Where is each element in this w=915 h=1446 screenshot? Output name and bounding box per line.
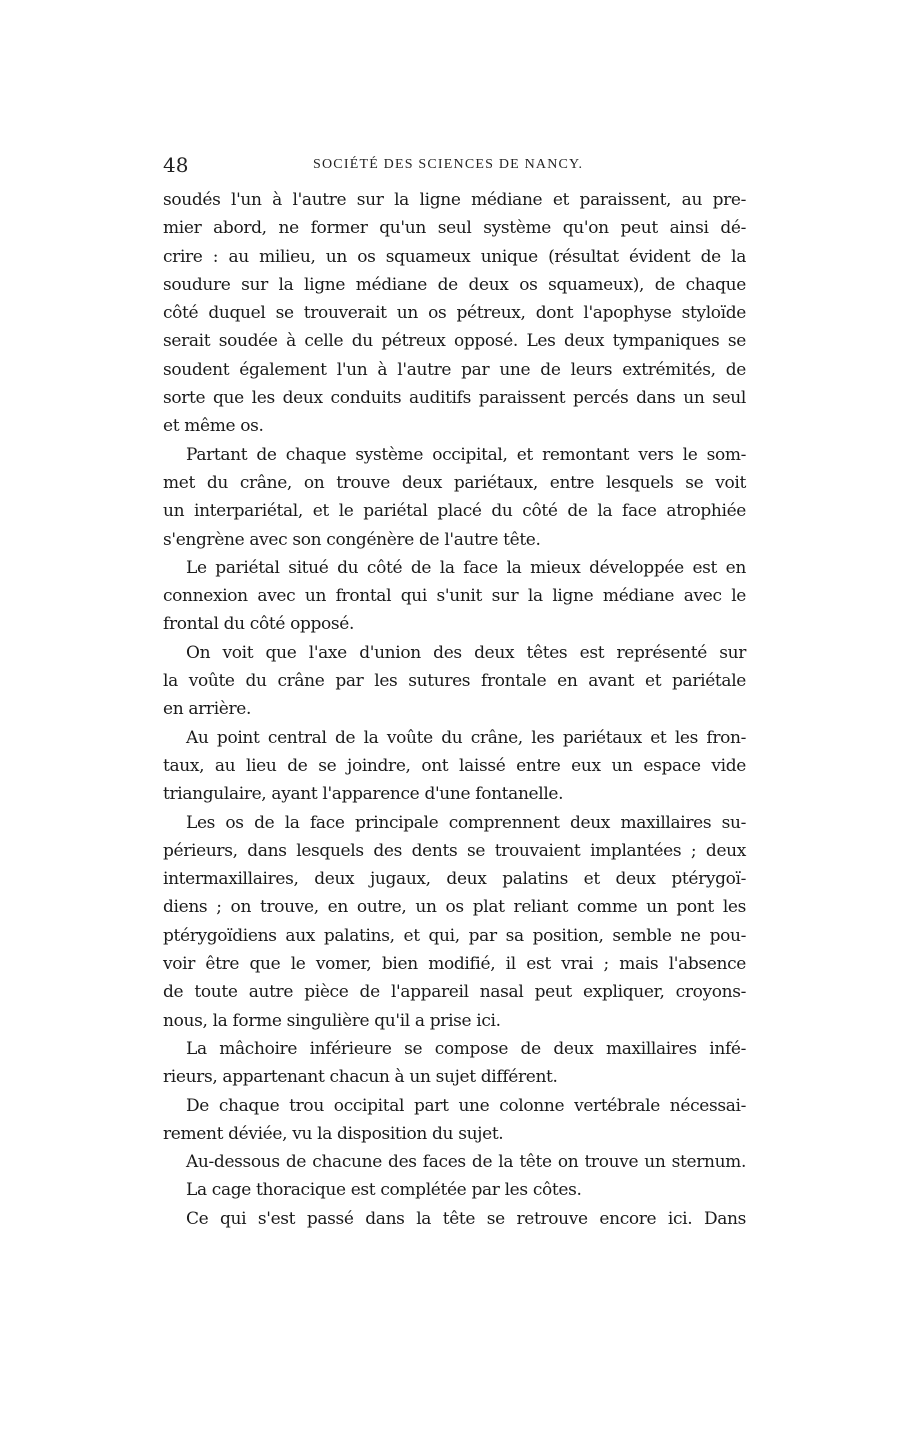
text-line: soudent également l'un à l'autre par une de leurs extrémités, de xyxy=(163,359,746,380)
text-line: nous, la forme singulière qu'il a prise ici. xyxy=(163,1010,501,1031)
text-line: On voit que l'axe d'union des deux têtes est représenté sur xyxy=(186,642,746,663)
running-head: SOCIÉTÉ DES SCIENCES DE NANCY. xyxy=(313,157,584,172)
text-line: la voûte du crâne par les sutures frontale en avant et pariétale xyxy=(163,671,746,692)
text-line: s'engrène avec son congénère de l'autre tête. xyxy=(163,529,541,550)
text-line: Les os de la face principale comprennent deux maxillaires su- xyxy=(186,812,746,833)
page-number: 48 xyxy=(163,153,189,177)
text-line: en arrière. xyxy=(163,699,252,720)
text-line: mier abord, ne former qu'un seul système qu'on peut ainsi dé- xyxy=(163,218,746,239)
text-line: diens ; on trouve, en outre, un os plat reliant comme un pont les xyxy=(163,897,746,918)
text-line: intermaxillaires, deux jugaux, deux palatins et deux ptérygoï- xyxy=(163,869,746,890)
text-line: taux, au lieu de se joindre, ont laissé entre eux un espace vide xyxy=(163,755,746,776)
text-line: met du crâne, on trouve deux pariétaux, entre lesquels se voit xyxy=(163,472,746,493)
text-line: Au-dessous de chacune des faces de la tête on trouve un sternum. xyxy=(186,1152,746,1173)
text-line: côté duquel se trouverait un os pétreux, dont l'apophyse styloïde xyxy=(163,303,746,324)
text-line: Le pariétal situé du côté de la face la mieux développée est en xyxy=(186,557,746,578)
body-text xyxy=(163,186,746,1233)
text-line: Au point central de la voûte du crâne, les pariétaux et les fron- xyxy=(186,727,746,748)
text-line: frontal du côté opposé. xyxy=(163,614,355,635)
text-line: Partant de chaque système occipital, et remontant vers le som- xyxy=(186,444,746,465)
text-line: un interpariétal, et le pariétal placé du côté de la face atrophiée xyxy=(163,501,746,522)
text-line: rement déviée, vu la disposition du sujet. xyxy=(163,1123,504,1144)
text-line: connexion avec un frontal qui s'unit sur la ligne médiane avec le xyxy=(163,586,746,607)
text-line: La cage thoracique est complétée par les côtes. xyxy=(186,1180,582,1201)
text-line: voir être que le vomer, bien modifié, il est vrai ; mais l'absence xyxy=(163,954,746,975)
page-header xyxy=(163,150,746,180)
text-line: La mâchoire inférieure se compose de deux maxillaires infé- xyxy=(186,1038,746,1059)
text-line: Ce qui s'est passé dans la tête se retrouve encore ici. Dans xyxy=(186,1208,746,1229)
text-line: triangulaire, ayant l'apparence d'une fontanelle. xyxy=(163,784,564,805)
text-line: et même os. xyxy=(163,416,264,437)
text-line: soudés l'un à l'autre sur la ligne médiane et paraissent, au pre- xyxy=(163,190,746,210)
text-line: De chaque trou occipital part une colonne vertébrale nécessai- xyxy=(186,1095,746,1116)
text-line: sorte que les deux conduits auditifs paraissent percés dans un seul xyxy=(163,388,746,409)
text-line: rieurs, appartenant chacun à un sujet différent. xyxy=(163,1067,558,1088)
text-line: ptérygoïdiens aux palatins, et qui, par sa position, semble ne pou- xyxy=(163,925,746,946)
text-line: périeurs, dans lesquels des dents se trouvaient implantées ; deux xyxy=(163,840,746,861)
text-line: serait soudée à celle du pétreux opposé. Les deux tympaniques se xyxy=(163,331,746,352)
text-line: soudure sur la ligne médiane de deux os squameux), de chaque xyxy=(163,274,746,295)
text-line: de toute autre pièce de l'appareil nasal peut expliquer, croyons- xyxy=(163,982,746,1003)
text-line: crire : au milieu, un os squameux unique (résultat évident de la xyxy=(163,246,746,267)
